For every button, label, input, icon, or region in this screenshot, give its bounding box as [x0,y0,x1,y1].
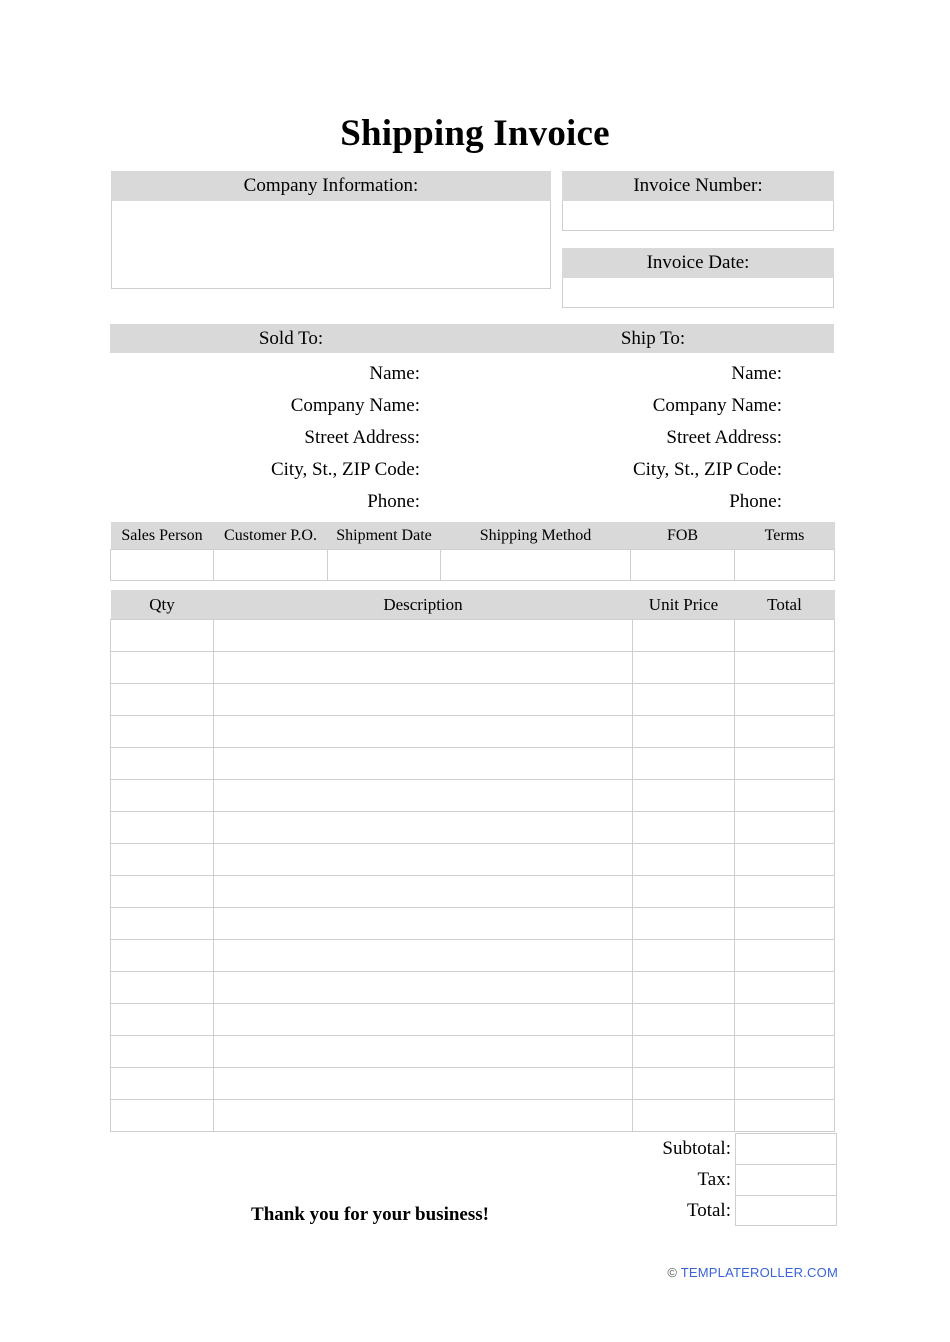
line-item-cell-total[interactable] [735,716,835,748]
column-header-sales-person: Sales Person [111,522,214,550]
ship-to-header: Ship To: [620,328,686,349]
shipping-details-table [110,522,835,581]
line-item-cell-unit-price[interactable] [633,1004,735,1036]
line-item-cell-qty[interactable] [111,1068,214,1100]
invoice-number-block [562,171,834,231]
sold-to-label-street-address: Street Address: [304,427,420,448]
ship-to-label-name: Name: [731,363,782,384]
line-item-cell-qty[interactable] [111,812,214,844]
invoice-number-input[interactable] [562,201,834,231]
total-label: Total: [686,1200,731,1221]
table-row [111,1068,835,1100]
shipping-details-cell-fob[interactable] [631,550,735,581]
subtotal-label: Subtotal: [662,1138,731,1159]
line-item-cell-unit-price[interactable] [633,620,735,652]
line-items-body [111,620,835,1132]
line-item-cell-qty[interactable] [111,940,214,972]
ship-to-label-phone: Phone: [729,491,782,512]
line-item-cell-unit-price[interactable] [633,972,735,1004]
total-input[interactable] [735,1195,837,1226]
line-item-cell-unit-price[interactable] [633,812,735,844]
line-item-cell-unit-price[interactable] [633,908,735,940]
line-item-cell-description[interactable] [214,1004,633,1036]
line-item-cell-description[interactable] [214,780,633,812]
ship-to-label-company-name: Company Name: [652,395,782,416]
table-row [111,780,835,812]
shipping-details-cell-shipping-method[interactable] [441,550,631,581]
line-item-cell-qty[interactable] [111,1036,214,1068]
line-item-cell-total[interactable] [735,844,835,876]
line-item-cell-unit-price[interactable] [633,652,735,684]
line-item-cell-unit-price[interactable] [633,748,735,780]
line-item-cell-total[interactable] [735,1100,835,1132]
line-item-cell-description[interactable] [214,876,633,908]
sold-to-label-name: Name: [369,363,420,384]
line-item-cell-total[interactable] [735,748,835,780]
table-row [111,620,835,652]
page-title: Shipping Invoice [340,113,610,154]
line-item-cell-description[interactable] [214,652,633,684]
ship-to-column [472,358,834,518]
column-header-total: Total [735,590,835,620]
line-item-cell-qty[interactable] [111,908,214,940]
line-item-cell-total[interactable] [735,1068,835,1100]
table-row [111,876,835,908]
column-header-terms: Terms [735,522,835,550]
line-item-cell-qty[interactable] [111,620,214,652]
sold-to-header: Sold To: [258,328,324,349]
shipping-details-cell-customer-po[interactable] [214,550,328,581]
line-item-cell-description[interactable] [214,972,633,1004]
line-item-cell-unit-price[interactable] [633,780,735,812]
column-header-description: Description [214,590,633,620]
totals-row-subtotal [560,1133,837,1164]
sold-to-label-city-state-zip: City, St., ZIP Code: [270,459,420,480]
table-row [111,1100,835,1132]
invoice-date-block [562,248,834,308]
company-information-block [111,171,551,289]
invoice-date-input[interactable] [562,278,834,308]
line-item-cell-qty[interactable] [111,748,214,780]
column-header-qty: Qty [111,590,214,620]
line-item-cell-unit-price[interactable] [633,940,735,972]
line-item-cell-unit-price[interactable] [633,1036,735,1068]
shipping-details-header-row [111,522,835,550]
line-item-cell-description[interactable] [214,684,633,716]
tax-input[interactable] [735,1164,837,1195]
line-item-cell-description[interactable] [214,748,633,780]
totals-row-tax [560,1164,837,1195]
line-item-cell-qty[interactable] [111,844,214,876]
table-row [111,684,835,716]
line-item-cell-total[interactable] [735,940,835,972]
sold-to-label-phone: Phone: [367,491,420,512]
line-item-cell-total[interactable] [735,620,835,652]
line-item-cell-qty[interactable] [111,876,214,908]
line-item-cell-description[interactable] [214,812,633,844]
table-row [111,1036,835,1068]
table-row [111,716,835,748]
line-items-table [110,590,835,1132]
line-item-cell-qty[interactable] [111,652,214,684]
line-item-cell-unit-price[interactable] [633,716,735,748]
ship-to-label-street-address: Street Address: [666,427,782,448]
table-row [111,812,835,844]
templateroller-credit [0,1265,838,1280]
sold-to-label-company-name: Company Name: [290,395,420,416]
line-item-cell-total[interactable] [735,1036,835,1068]
table-row [111,652,835,684]
line-item-cell-total[interactable] [735,780,835,812]
column-header-unit-price: Unit Price [633,590,735,620]
line-item-cell-unit-price[interactable] [633,1100,735,1132]
line-item-cell-total[interactable] [735,876,835,908]
line-item-cell-qty[interactable] [111,684,214,716]
line-item-cell-description[interactable] [214,716,633,748]
ship-to-label-city-state-zip: City, St., ZIP Code: [632,459,782,480]
line-item-cell-qty[interactable] [111,780,214,812]
line-item-cell-total[interactable] [735,812,835,844]
party-fields [110,358,834,518]
party-header-band [110,324,834,353]
table-row [111,972,835,1004]
company-information-input[interactable] [111,201,551,289]
line-item-cell-total[interactable] [735,652,835,684]
table-row [111,908,835,940]
line-item-cell-description[interactable] [214,620,633,652]
subtotal-input[interactable] [735,1133,837,1164]
line-item-cell-qty[interactable] [111,716,214,748]
shipping-details-cell-sales-person[interactable] [111,550,214,581]
table-row [111,844,835,876]
shipping-details-cell-shipment-date[interactable] [328,550,441,581]
credit-link-text[interactable]: TEMPLATEROLLER.COM [680,1265,838,1280]
copyright-icon: © [667,1265,681,1280]
table-row [111,748,835,780]
thank-you-message: Thank you for your business! [251,1204,489,1225]
table-row [111,940,835,972]
shipping-details-cell-terms[interactable] [735,550,835,581]
table-row [111,1004,835,1036]
line-item-cell-total[interactable] [735,908,835,940]
line-items-header-row [111,590,835,620]
column-header-customer-po: Customer P.O. [214,522,328,550]
invoice-number-label: Invoice Number: [562,171,834,201]
line-item-cell-unit-price[interactable] [633,1068,735,1100]
tax-label: Tax: [697,1169,731,1190]
company-information-label: Company Information: [111,171,551,201]
line-item-cell-unit-price[interactable] [633,876,735,908]
line-item-cell-description[interactable] [214,908,633,940]
line-item-cell-description[interactable] [214,940,633,972]
column-header-fob: FOB [631,522,735,550]
line-item-cell-total[interactable] [735,684,835,716]
line-item-cell-qty[interactable] [111,1004,214,1036]
invoice-date-label: Invoice Date: [562,248,834,278]
column-header-shipment-date: Shipment Date [328,522,441,550]
line-item-cell-description[interactable] [214,1068,633,1100]
line-item-cell-description[interactable] [214,844,633,876]
shipping-details-input-row [111,550,835,581]
sold-to-column [110,358,472,518]
line-item-cell-qty[interactable] [111,1100,214,1132]
line-item-cell-total[interactable] [735,1004,835,1036]
line-item-cell-total[interactable] [735,972,835,1004]
line-item-cell-unit-price[interactable] [633,844,735,876]
line-item-cell-description[interactable] [214,1100,633,1132]
line-item-cell-description[interactable] [214,1036,633,1068]
line-item-cell-qty[interactable] [111,972,214,1004]
line-item-cell-unit-price[interactable] [633,684,735,716]
column-header-shipping-method: Shipping Method [441,522,631,550]
